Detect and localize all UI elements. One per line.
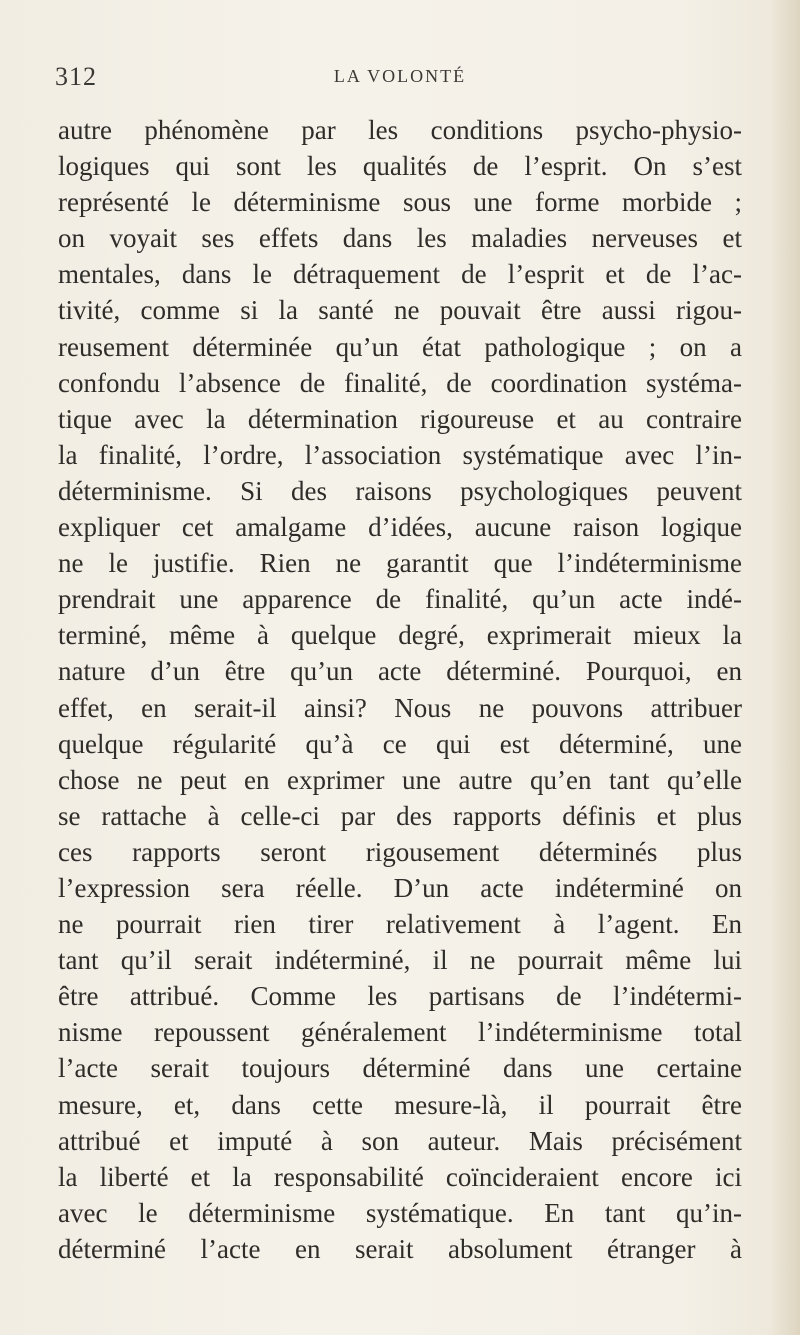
text-line: autre phénomène par les conditions psycho-physio- [58, 115, 742, 145]
text-line: déterminisme. Si des raisons psychologiques peuvent [58, 475, 742, 506]
text-line: la finalité, l’ordre, l’association systématique avec l’in- [58, 439, 742, 470]
text-line: quelque régularité qu’à ce qui est déterminé, une [58, 728, 742, 759]
text-line: la liberté et la responsabilité coïncideraient encore ici [58, 1161, 742, 1192]
text-line: confondu l’absence de finalité, de coordination systéma- [58, 367, 742, 398]
text-line: ne le justifie. Rien ne garantit que l’indéterminisme [58, 548, 742, 579]
running-title: LA VOLONTÉ [333, 66, 467, 86]
body-text [58, 112, 742, 1267]
text-line: reusement déterminée qu’un état pathologique ; on a [58, 331, 742, 362]
text-line: effet, en serait-il ainsi? Nous ne pouvons attribuer [58, 692, 742, 723]
text-line: terminé, même à quelque degré, exprimerait mieux la [58, 620, 742, 651]
text-line: représenté le déterminisme sous une forme morbide ; [58, 187, 742, 218]
page-number: 312 [55, 62, 97, 91]
text-line: déterminé l’acte en serait absolument étranger à [58, 1233, 742, 1264]
text-line: se rattache à celle-ci par des rapports définis et plus [58, 800, 742, 831]
text-line: nisme repoussent généralement l’indéterminisme total [58, 1017, 742, 1048]
text-line: tique avec la détermination rigoureuse et au contraire [58, 403, 742, 434]
text-line: l’acte serait toujours déterminé dans une certaine [58, 1053, 742, 1084]
text-line: mentales, dans le détraquement de l’esprit et de l’ac- [58, 259, 742, 290]
page-header [55, 60, 745, 100]
text-line: nature d’un être qu’un acte déterminé. Pourquoi, en [58, 656, 742, 687]
text-line: logiques qui sont les qualités de l’esprit. On s’est [58, 151, 742, 182]
text-line: attribué et imputé à son auteur. Mais précisément [58, 1125, 742, 1156]
text-line: expliquer cet amalgame d’idées, aucune raison logique [58, 512, 742, 543]
text-line: être attribué. Comme les partisans de l’indétermi- [58, 981, 742, 1012]
text-line: chose ne peut en exprimer une autre qu’en tant qu’elle [58, 764, 742, 795]
text-line: tant qu’il serait indéterminé, il ne pourrait même lui [58, 945, 742, 976]
text-line: avec le déterminisme systématique. En tant qu’in- [58, 1197, 742, 1228]
text-line: mesure, et, dans cette mesure-là, il pourrait être [58, 1089, 742, 1120]
page-edge-shadow [770, 0, 800, 1335]
text-line: ces rapports seront rigousement déterminés plus [58, 836, 742, 867]
text-line: on voyait ses effets dans les maladies nerveuses et [58, 223, 742, 254]
text-line: tivité, comme si la santé ne pouvait être aussi rigou- [58, 295, 742, 326]
text-line: l’expression sera réelle. D’un acte indéterminé on [58, 872, 742, 903]
text-line: ne pourrait rien tirer relativement à l’agent. En [58, 909, 742, 940]
text-line: prendrait une apparence de finalité, qu’un acte indé- [58, 584, 742, 615]
